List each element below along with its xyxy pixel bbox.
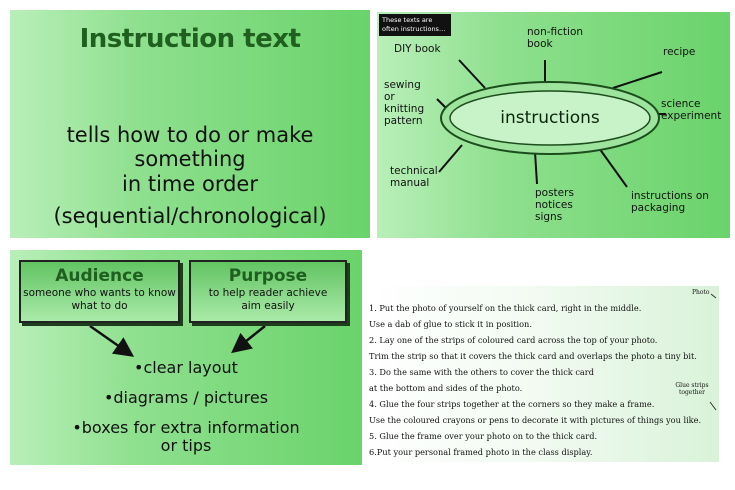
audience-box <box>19 260 180 323</box>
features-panel <box>10 250 362 465</box>
bullet-diagrams: •diagrams / pictures <box>103 388 269 407</box>
connector-recipe <box>613 72 662 88</box>
audience-heading: Audience <box>55 266 144 286</box>
arrow-audience <box>90 326 130 354</box>
label-diy-book: DIY book <box>394 43 441 55</box>
purpose-text: to help reader achieve aim easily <box>208 287 328 312</box>
step-line: at the bottom and sides of the photo. <box>369 383 523 393</box>
step-line: 3. Do the same with the others to cover the thick card <box>369 367 594 377</box>
definition-line: tells how to do or make something <box>66 123 314 171</box>
label-instructions-packaging: instructions on packaging <box>631 190 709 214</box>
connector-diy <box>459 60 485 88</box>
panel-title: Instruction text <box>79 24 301 54</box>
center-label: instructions <box>500 108 600 128</box>
instructions-diagram-panel <box>377 12 730 238</box>
label-nonfiction-book: non-fiction book <box>527 26 584 50</box>
step-line: 1. Put the photo of yourself on the thick card, right in the middle. <box>369 303 642 313</box>
step-line: 6.Put your personal framed photo in the class display. <box>369 447 593 457</box>
step-line: 5. Glue the frame over your photo on to the thick card. <box>369 431 598 441</box>
arrow-purpose <box>235 326 265 350</box>
connector-packaging <box>599 148 627 187</box>
step-line: Trim the strip so that it covers the thick card and overlaps the photo a tiny bit. <box>369 351 697 361</box>
diagram-note: These texts are often instructions… <box>379 14 451 36</box>
sequential-line: (sequential/chronological) <box>53 204 327 228</box>
step-line: Use the coloured crayons or pens to decorate it with pictures of things you like. <box>369 415 702 425</box>
instruction-text-panel <box>10 10 370 238</box>
glue-strips-label: Glue strips together <box>675 382 709 396</box>
purpose-heading: Purpose <box>228 266 308 286</box>
audience-text: someone who wants to know what to do <box>23 287 176 312</box>
connector-posters <box>535 152 537 184</box>
example-instructions-panel <box>366 286 719 462</box>
label-sewing-pattern: sewing or knitting pattern <box>384 79 425 127</box>
bullet-clear-layout: •clear layout <box>134 358 238 377</box>
step-line: 4. Glue the four strips together at the corners so they make a frame. <box>369 399 655 409</box>
glue-pointer <box>710 402 716 410</box>
purpose-box <box>189 260 347 323</box>
photo-pointer <box>711 294 716 298</box>
bullet-boxes: •boxes for extra information or tips <box>72 418 300 455</box>
label-posters-notices-signs: posters notices signs <box>535 187 574 223</box>
photo-label: Photo <box>692 289 710 296</box>
step-line: 2. Lay one of the strips of coloured card across the top of your photo. <box>369 335 658 345</box>
time-order-line: in time order <box>122 172 258 196</box>
label-science-experiment: science experiment <box>661 98 722 122</box>
label-recipe: recipe <box>663 46 696 58</box>
step-line: Use a dab of glue to stick it in position. <box>369 319 532 329</box>
label-technical-manual: technical manual <box>390 165 438 189</box>
